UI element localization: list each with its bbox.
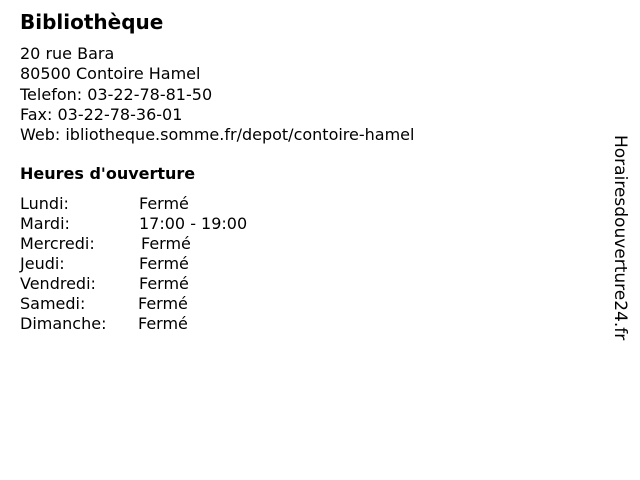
contact-info [20, 44, 414, 145]
website-link[interactable]: Web: ibliotheque.somme.fr/depot/contoire-hamel [20, 125, 415, 145]
street-address: 20 rue Bara [20, 44, 115, 63]
site-watermark: Horairesdouverture24.fr [610, 135, 630, 341]
opening-hours-heading: Heures d'ouverture [20, 164, 196, 183]
phone-number: Telefon: 03-22-78-81-50 [20, 84, 213, 104]
day-hours: Fermé [139, 194, 189, 213]
day-label: Mercredi: [20, 234, 95, 253]
day-hours: 17:00 - 19:00 [139, 214, 248, 233]
day-hours: Fermé [138, 294, 188, 313]
day-hours: Fermé [138, 314, 188, 333]
day-hours: Fermé [139, 254, 189, 273]
day-hours: Fermé [139, 274, 189, 293]
day-label: Lundi: [20, 194, 69, 213]
day-label: Samedi: [20, 294, 86, 313]
day-label: Dimanche: [20, 314, 107, 333]
day-hours: Fermé [141, 234, 191, 253]
city-address: 80500 Contoire Hamel [20, 64, 201, 84]
day-label: Mardi: [20, 214, 70, 233]
page-title: Bibliothèque [20, 10, 164, 34]
day-label: Vendredi: [20, 274, 96, 293]
fax-number: Fax: 03-22-78-36-01 [20, 104, 183, 124]
day-label: Jeudi: [20, 254, 65, 273]
